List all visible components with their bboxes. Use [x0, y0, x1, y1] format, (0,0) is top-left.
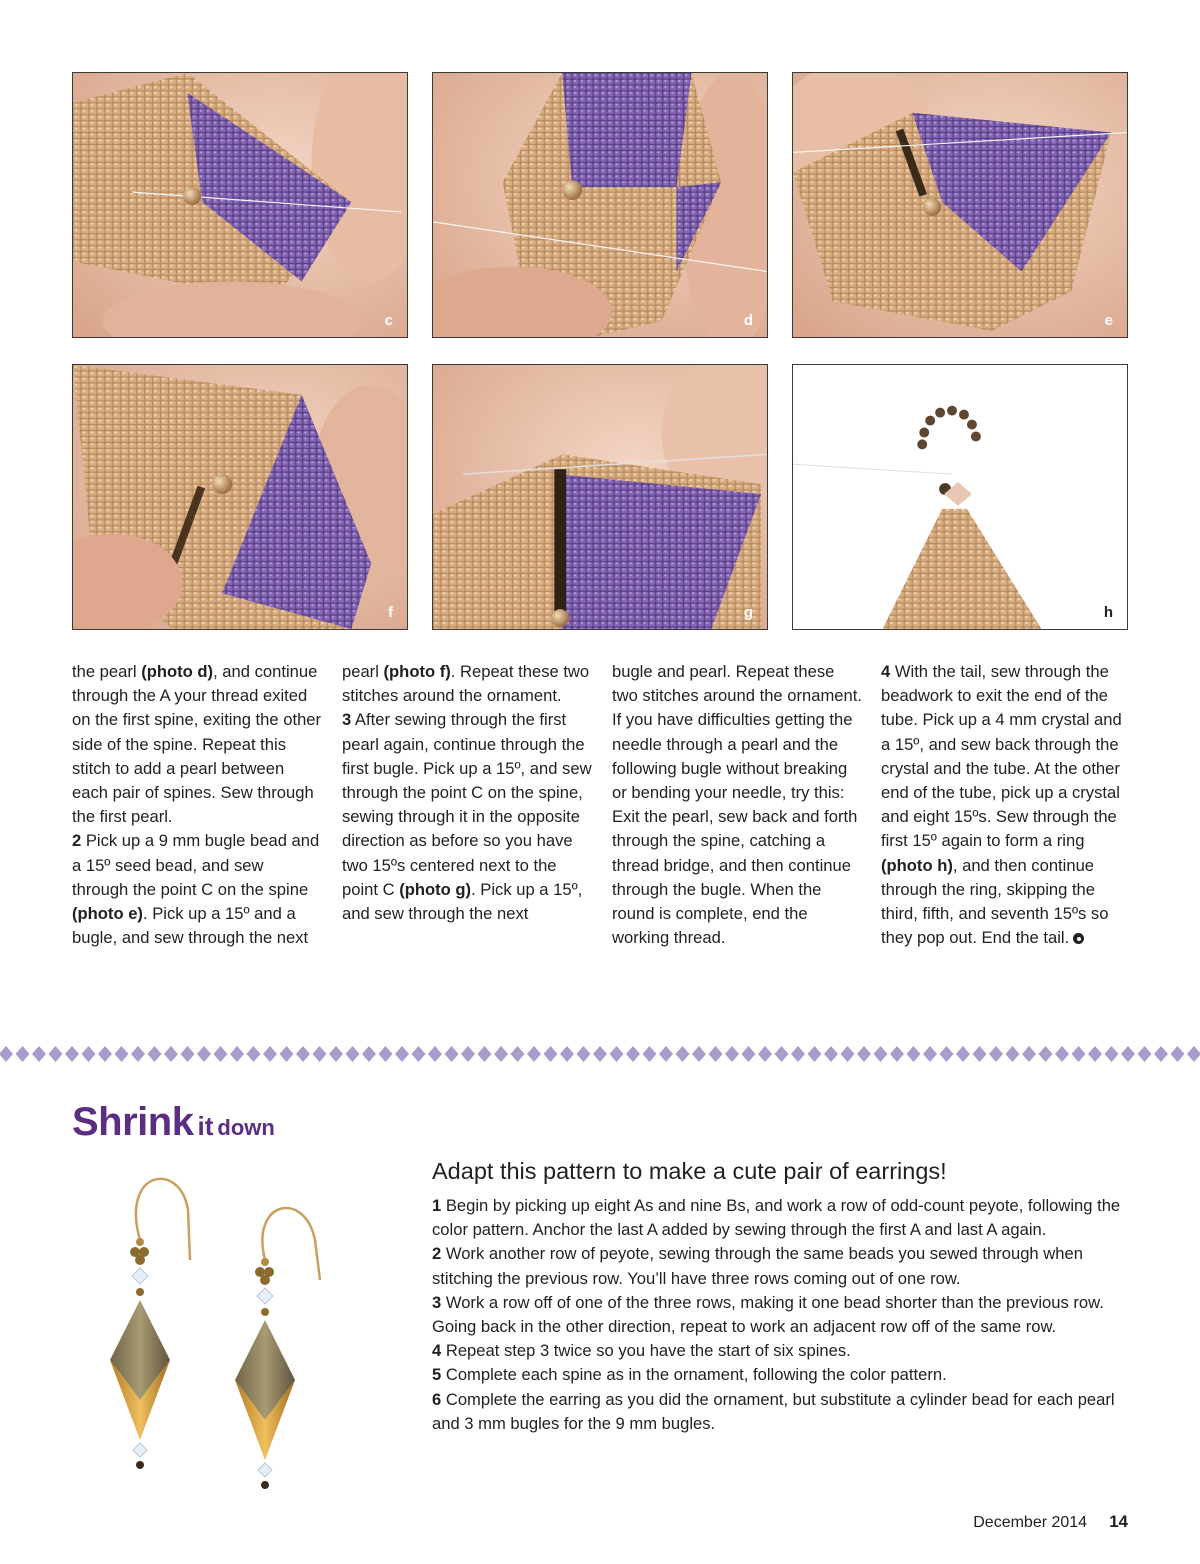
divider-diamond: [445, 1046, 459, 1062]
article-column-2: [342, 660, 592, 926]
paragraph: the pearl (photo d), and continue through the A your thread exited on the first spine, exiting the other side of the spine. Repeat this stitch to add a pearl between each pair of spines. Sew through the first pearl.: [72, 662, 322, 827]
divider-diamond: [890, 1046, 904, 1062]
divider-diamond: [115, 1046, 129, 1062]
sidebar-steps: [432, 1194, 1132, 1436]
diamond-divider-graphic: [0, 1044, 1200, 1064]
divider-diamond: [98, 1046, 112, 1062]
divider-diamond: [940, 1046, 954, 1062]
divider-diamond: [1088, 1046, 1102, 1062]
earrings-photo: [80, 1160, 380, 1500]
divider-diamond: [1138, 1046, 1152, 1062]
earrings-illustration: [80, 1160, 380, 1500]
photo-g: [432, 364, 768, 630]
divider-diamond: [230, 1046, 244, 1062]
divider-diamond: [1072, 1046, 1086, 1062]
divider-diamond: [560, 1046, 574, 1062]
divider-diamond: [824, 1046, 838, 1062]
divider-diamond: [280, 1046, 294, 1062]
paragraph: 2 Pick up a 9 mm bugle bead and a 15º seed bead, and sew through the point C on the spine (photo e). Pick up a 15º and a bugle, and sew through the next: [72, 831, 320, 948]
beadwork-photo-d: [433, 73, 767, 337]
divider-diamond: [593, 1046, 607, 1062]
beadwork-photo-h: [793, 365, 1127, 629]
photo-h: [792, 364, 1128, 630]
divider-diamond: [263, 1046, 277, 1062]
sidebar-title-it: it: [197, 1111, 214, 1141]
step-number: 6: [432, 1389, 442, 1409]
step-text: Work a row off of one of the three rows, making it one bead shorter than the previous row. Going back in the other direction, repeat to work an adjacent row off of the same row.: [432, 1292, 1104, 1337]
divider-diamond: [214, 1046, 228, 1062]
beadwork-photo-e: [793, 73, 1127, 337]
divider-diamond: [973, 1046, 987, 1062]
divider-diamond: [841, 1046, 855, 1062]
divider-diamond: [1187, 1046, 1200, 1062]
divider-diamond: [65, 1046, 79, 1062]
divider-diamond: [1105, 1046, 1119, 1062]
page-footer: [973, 1512, 1128, 1532]
article-column-1: [72, 660, 322, 950]
divider-diamond: [923, 1046, 937, 1062]
photo-f: [72, 364, 408, 630]
photo-reference: (photo d): [141, 662, 214, 681]
divider-diamond: [626, 1046, 640, 1062]
end-of-article-icon: [1073, 933, 1084, 944]
diamond-divider: [0, 1044, 1200, 1064]
step-text: Complete each spine as in the ornament, following the color pattern.: [441, 1365, 947, 1385]
step-text: Begin by picking up eight As and nine Bs, and work a row of odd-count peyote, following the color pattern. Anchor the last A added by sewing through the first A and last A again.: [432, 1196, 1121, 1240]
sidebar-title: [72, 1100, 275, 1145]
divider-diamond: [643, 1046, 657, 1062]
divider-diamond: [164, 1046, 178, 1062]
divider-diamond: [808, 1046, 822, 1062]
photo-reference: (photo g): [399, 879, 472, 899]
divider-diamond: [989, 1046, 1003, 1062]
sidebar-step: [432, 1363, 1132, 1387]
step-text: Repeat step 3 twice so you have the start of six spines.: [441, 1341, 851, 1361]
divider-diamond: [346, 1046, 360, 1062]
page-number: 14: [1109, 1512, 1128, 1531]
paragraph: 3 After sewing through the first pearl again, continue through the first bugle. Pick up a 15º, and sew through the point C on the spine, sewing through it in the opposite direction as before so you have two 15ºs centered next to the point C (photo g). Pick up a 15º, and sew through the next: [342, 710, 592, 924]
divider-diamond: [329, 1046, 343, 1062]
beadwork-photo-f: [73, 365, 407, 629]
sidebar-step: [432, 1242, 1132, 1290]
divider-diamond: [296, 1046, 310, 1062]
divider-diamond: [610, 1046, 624, 1062]
photo-letter: f: [388, 604, 393, 621]
divider-diamond: [379, 1046, 393, 1062]
photo-reference: (photo f): [383, 662, 451, 681]
divider-diamond: [659, 1046, 673, 1062]
step-text: Complete the earring as you did the ornament, but substitute a cylinder bead for each pearl and 3 mm bugles for the 9 mm bugles.: [432, 1389, 1115, 1433]
photo-e: [792, 72, 1128, 338]
divider-diamond: [148, 1046, 162, 1062]
sidebar-heading: Adapt this pattern to make a cute pair of earrings!: [432, 1158, 947, 1184]
divider-diamond: [1039, 1046, 1053, 1062]
beadwork-photo-c: [73, 73, 407, 337]
divider-diamond: [461, 1046, 475, 1062]
divider-diamond: [907, 1046, 921, 1062]
sidebar-step: [432, 1339, 1132, 1363]
divider-diamond: [412, 1046, 426, 1062]
step-number: 4: [432, 1341, 442, 1361]
divider-diamond: [494, 1046, 508, 1062]
divider-diamond: [1121, 1046, 1135, 1062]
sidebar-step: [432, 1194, 1132, 1242]
divider-diamond: [1154, 1046, 1168, 1062]
sidebar-step: [432, 1388, 1132, 1436]
photo-reference: (photo e): [72, 904, 143, 924]
divider-diamond: [527, 1046, 541, 1062]
article-column-3: [612, 660, 862, 950]
photo-letter: c: [384, 312, 393, 329]
article-column-4: [881, 660, 1131, 950]
divider-diamond: [1022, 1046, 1036, 1062]
divider-diamond: [544, 1046, 558, 1062]
divider-diamond: [197, 1046, 211, 1062]
divider-diamond: [0, 1046, 13, 1062]
paragraph: pearl (photo f). Repeat these two stitches around the ornament.: [342, 662, 590, 706]
divider-diamond: [16, 1046, 30, 1062]
photo-reference: (photo h): [881, 855, 953, 875]
divider-diamond: [478, 1046, 492, 1062]
beadwork-photo-g: [433, 365, 767, 629]
divider-diamond: [742, 1046, 756, 1062]
divider-diamond: [775, 1046, 789, 1062]
left-earring: [110, 1179, 190, 1469]
divider-diamond: [956, 1046, 970, 1062]
divider-diamond: [49, 1046, 63, 1062]
divider-diamond: [32, 1046, 46, 1062]
divider-diamond: [395, 1046, 409, 1062]
divider-diamond: [1171, 1046, 1185, 1062]
step-number: 2: [432, 1244, 442, 1264]
divider-diamond: [362, 1046, 376, 1062]
photo-c: [72, 72, 408, 338]
step-number: 1: [432, 1196, 442, 1215]
divider-diamond: [791, 1046, 805, 1062]
step-number: 3: [342, 710, 352, 730]
step-text: Work another row of peyote, sewing through the same beads you sewed through when stitching the previous row. You’ll have three rows coming out of one row.: [432, 1244, 1083, 1288]
divider-diamond: [577, 1046, 591, 1062]
paragraph: 4 With the tail, sew through the beadwork to exit the end of the tube. Pick up a 4 mm crystal and a 15º, and sew back through the crystal and the tube. At the other end of the tube, pick up a crystal and eight 15ºs. Sew through the first 15º again to form a ring (photo h), and then continue through the ring, skipping the third, fifth, and seventh 15ºs so they pop out. End the tail.: [881, 662, 1122, 948]
divider-diamond: [709, 1046, 723, 1062]
step-number: 5: [432, 1365, 442, 1385]
photo-d: [432, 72, 768, 338]
sidebar-title-down: down: [217, 1115, 275, 1140]
divider-diamond: [82, 1046, 96, 1062]
divider-diamond: [313, 1046, 327, 1062]
divider-diamond: [131, 1046, 145, 1062]
photo-letter: e: [1104, 312, 1113, 329]
divider-diamond: [1055, 1046, 1069, 1062]
step-number: 2: [72, 831, 82, 851]
divider-diamond: [758, 1046, 772, 1062]
photo-letter: h: [1103, 604, 1113, 621]
divider-diamond: [874, 1046, 888, 1062]
divider-diamond: [181, 1046, 195, 1062]
divider-diamond: [725, 1046, 739, 1062]
photo-letter: d: [743, 312, 753, 329]
divider-diamond: [247, 1046, 261, 1062]
divider-diamond: [676, 1046, 690, 1062]
divider-diamond: [1006, 1046, 1020, 1062]
divider-diamond: [692, 1046, 706, 1062]
step-number: 3: [432, 1292, 442, 1312]
photo-letter: g: [743, 604, 753, 621]
paragraph: bugle and pearl. Repeat these two stitches around the ornament. If you have difficulties getting the needle through a pearl and the following bugle without breaking or bending your needle, try this: Exit the pearl, sew back and forth through the spine, catching a thread bridge, and then continue through the bugle. When the round is complete, end the working thread.: [612, 662, 862, 948]
issue-date: December 2014: [973, 1514, 1088, 1531]
divider-diamond: [511, 1046, 525, 1062]
divider-diamond: [857, 1046, 871, 1062]
right-earring: [235, 1208, 320, 1489]
step-number: 4: [881, 662, 891, 681]
sidebar-step: [432, 1291, 1132, 1339]
divider-diamond: [428, 1046, 442, 1062]
sidebar-title-shrink: Shrink: [72, 1100, 194, 1144]
